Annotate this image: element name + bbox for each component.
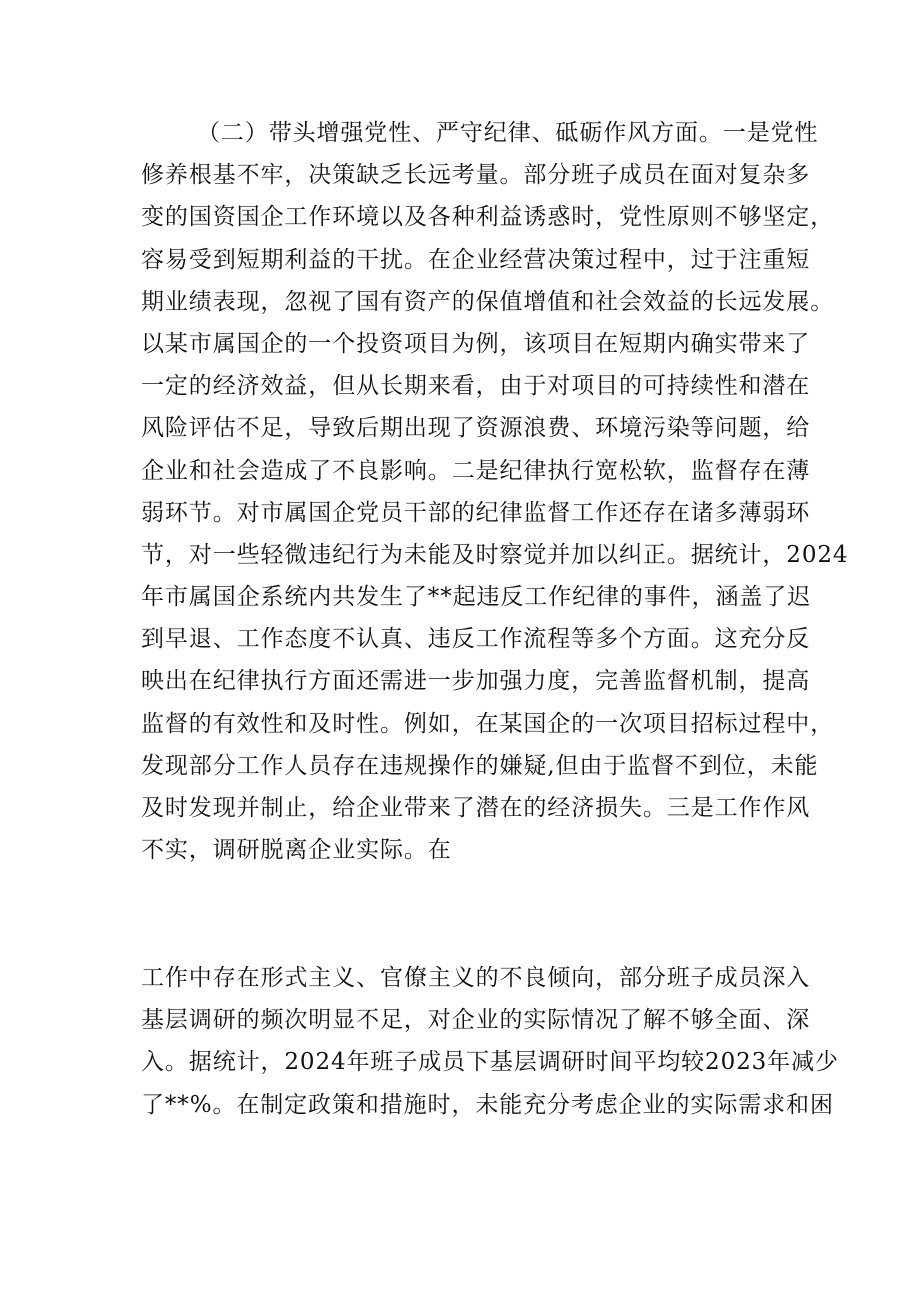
text-line: 年市属国企系统内共发生了**起违反工作纪律的事件，涵盖了迟: [141, 584, 812, 611]
text-line: 及时发现并制止，给企业带来了潜在的经济损失。三是工作作风: [141, 795, 811, 821]
text-line: 以某市属国企的一个投资项目为例，该项目在短期内确实带来了: [141, 330, 811, 357]
text-line: 发现部分工作人员存在违规操作的嫌疑,但由于监督不到位，未能: [141, 752, 819, 779]
text-line: 工作中存在形式主义、官僚主义的不良倾向，部分班子成员深入: [141, 965, 811, 991]
text-line: 节，对一些轻微违纪行为未能及时察觉并加以纠正。据统计，2024: [141, 541, 849, 568]
text-line: 映出在纪律执行方面还需进一步加强力度，完善监督机制，提高: [141, 668, 811, 695]
text-line: 变的国资国企工作环境以及各种利益诱惑时，党性原则不够坚定，: [141, 204, 835, 231]
text-line: 基层调研的频次明显不足，对企业的实际情况了解不够全面、深: [141, 1007, 811, 1034]
text-line: 到早退、工作态度不认真、违反工作流程等多个方面。这充分反: [141, 626, 811, 653]
paragraph-section-2: [141, 112, 849, 871]
text-line: 风险评估不足，导致后期出现了资源浪费、环境污染等问题，给: [141, 415, 811, 442]
text-line: （二）带头增强党性、严守纪律、砥砺作风方面。一是党性: [197, 120, 819, 146]
text-line: 弱环节。对市属国企党员干部的纪律监督工作还存在诸多薄弱环: [141, 499, 811, 526]
text-line: 容易受到短期利益的干扰。在企业经营决策过程中，过于注重短: [141, 246, 811, 273]
paragraph-continuation: [141, 957, 839, 1126]
text-line: 修养根基不牢，决策缺乏长远考量。部分班子成员在面对复杂多: [141, 162, 811, 189]
text-line: 了**%。在制定政策和措施时，未能充分考虑企业的实际需求和困: [141, 1091, 834, 1118]
text-line: 不实，调研脱离企业实际。在: [141, 837, 452, 864]
text-line: 一定的经济效益，但从长期来看，由于对项目的可持续性和潜在: [141, 373, 811, 400]
text-line: 入。据统计，2024年班子成员下基层调研时间平均较2023年减少: [141, 1049, 839, 1076]
text-line: 企业和社会造成了不良影响。二是纪律执行宽松软，监督存在薄: [141, 457, 811, 484]
text-line: 监督的有效性和及时性。例如，在某国企的一次项目招标过程中，: [141, 710, 835, 737]
text-line: 期业绩表现，忽视了国有资产的保值增值和社会效益的长远发展。: [141, 288, 835, 315]
